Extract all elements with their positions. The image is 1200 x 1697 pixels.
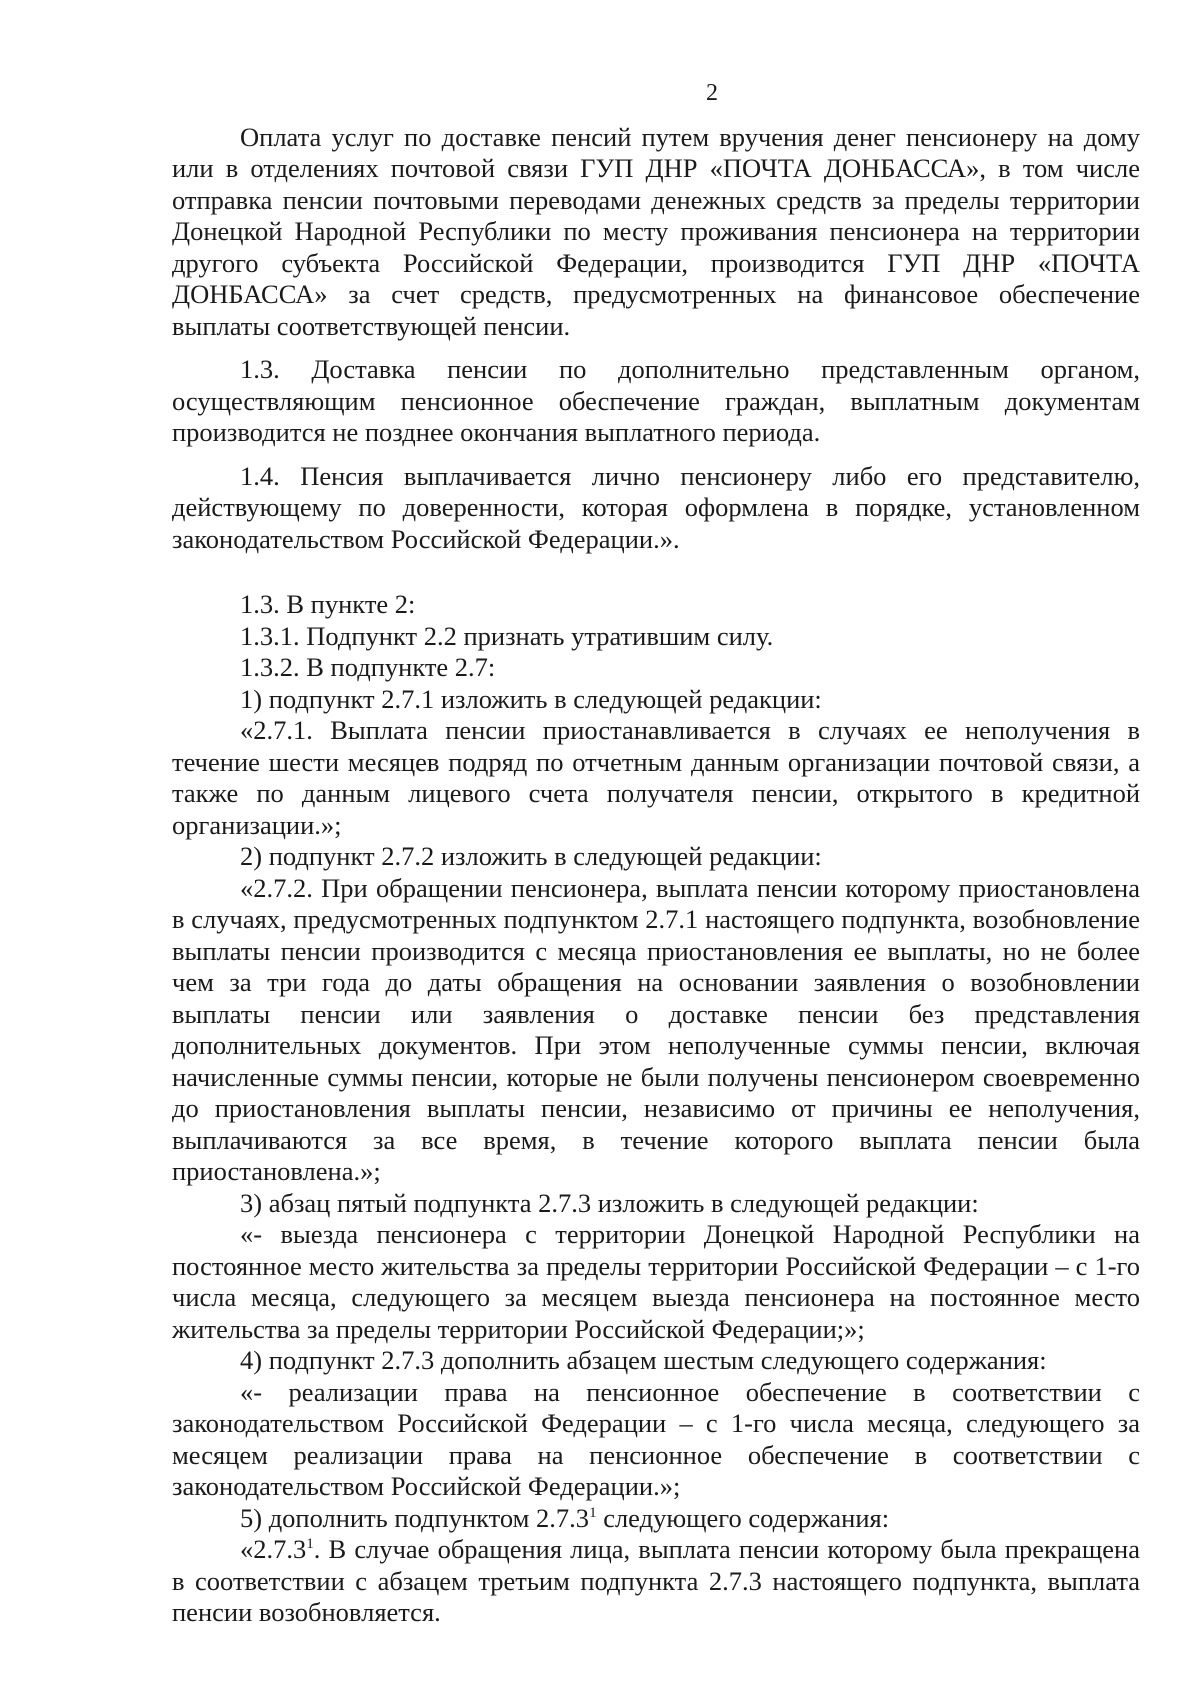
paragraph-item-2: 2) подпункт 2.7.2 изложить в следующей редакции: — [240, 841, 822, 871]
paragraph-2-7-3-1-body: . В случае обращения лица, выплата пенсии которому была прекращена в соответствии с абзацем третьим подпункта 2.7.3 настоящего подпункта, выплата пенсии возобновляется. — [172, 1534, 1140, 1627]
superscript-1: 1 — [589, 1504, 597, 1521]
paragraph-1-3-1: 1.3.1. Подпункт 2.2 признать утратившим силу. — [240, 620, 774, 651]
paragraph-2-7-1-text: «2.7.1. Выплата пенсии приостанавливается в случаях ее неполучения в течение шести месяцев подряд по отчетным данным организации почтовой связи, а также по данным лицевого счета получателя пенсии, открытого в кредитной организации.»; — [172, 715, 1140, 840]
paragraph-item-1: 1) подпункт 2.7.1 изложить в следующей редакции: — [240, 683, 822, 714]
paragraph-2-7-3-1-text — [172, 1534, 1140, 1629]
document-page — [172, 78, 1140, 1629]
paragraph-1-3-2: 1.3.2. В подпункте 2.7: — [240, 652, 496, 682]
paragraph-item-5 — [172, 1503, 1140, 1535]
superscript-1: 1 — [306, 1536, 314, 1553]
paragraph-2-7-3-1-head: «2.7.3 — [240, 1534, 307, 1564]
paragraph-2-7-2-text: «2.7.2. При обращении пенсионера, выплата пенсии которому приостановлена в случаях, предусмотренных подпунктом 2.7.1 настоящего подпункта, возобновление выплаты пенсии производится с месяца приостановления ее выплаты, но не более чем за три года до даты обращения на основании заявления о возобновлении выплаты пенсии или заявления о доставке пенсии без представления дополнительных документов. При этом неполученные суммы пенсии, включая начисленные суммы пенсии, которые не были получены пенсионером своевременно до приостановления выплаты пенсии, независимо от причины ее неполучения, выплачиваются за все время, в течение которого выплата пенсии была приостановлена.»; — [172, 872, 1140, 1186]
paragraph-1-3-point-2: 1.3. В пункте 2: — [240, 589, 416, 619]
paragraph-2-7-3-abzac-5: «- выезда пенсионера с территории Донецкой Народной Республики на постоянное место жительства за пределы территории Российской Федерации – с 1-го числа месяца, следующего за месяцем выезда пенсионера на постоянное место жительства за пределы территории Российской Федерации;»; — [172, 1219, 1140, 1344]
paragraph-2-7-3-abzac-6: «- реализации права на пенсионное обеспечение в соответствии с законодательством Российской Федерации – с 1-го числа месяца, следующего за месяцем реализации права на пенсионное обеспечение в соответствии с законодательством Российской Федерации.»; — [172, 1376, 1140, 1501]
page-number: 2 — [706, 80, 718, 106]
paragraph-item-5-tail: следующего содержания: — [596, 1502, 890, 1533]
paragraph-delivery-payment: Оплата услуг по доставке пенсий путем вручения денег пенсионеру на дому или в отделениях почтовой связи ГУП ДНР «ПОЧТА ДОНБАССА», в том числе отправка пенсии почтовыми переводами денежных средств за пределы территории Донецкой Народной Республики по месту проживания пенсионера на территории другого субъекта Российской Федерации, производится ГУП ДНР «ПОЧТА ДОНБАССА» за счет средств, предусмотренных на финансовое обеспечение выплаты соответствующей пенсии. — [172, 121, 1140, 341]
paragraph-item-5-text: 5) дополнить подпунктом 2.7.3 — [240, 1502, 590, 1533]
paragraph-item-3: 3) абзац пятый подпункта 2.7.3 изложить в следующей редакции: — [240, 1187, 979, 1218]
paragraph-1-3-delivery: 1.3. Доставка пенсии по дополнительно представленным органом, осуществляющим пенсионное обеспечение граждан, выплатным документам производится не позднее окончания выплатного периода. — [172, 354, 1140, 447]
paragraph-item-4: 4) подпункт 2.7.3 дополнить абзацем шестым следующего содержания: — [240, 1345, 1047, 1375]
paragraph-1-4-pension-paid: 1.4. Пенсия выплачивается лично пенсионеру либо его представителю, действующему по доверенности, которая оформлена в порядке, установленном законодательством Российской Федерации.». — [172, 460, 1140, 554]
